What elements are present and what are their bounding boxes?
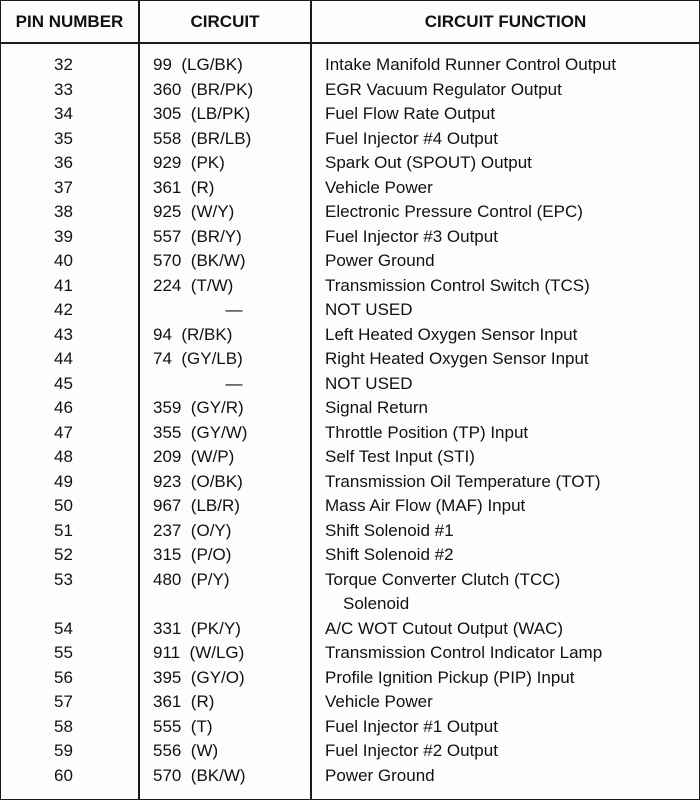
- circuit-function-text: Torque Converter Clutch (TCC): [325, 569, 561, 589]
- pin-number-cell: 57: [54, 692, 73, 711]
- circuit-function-cell: [325, 347, 695, 372]
- circuit-function-cell: [325, 249, 695, 274]
- circuit-function-cell: [325, 127, 695, 152]
- pin-number-cell: 52: [54, 545, 73, 564]
- circuit-cell: —: [225, 300, 243, 319]
- circuit-cell: 570 (BK/W): [153, 251, 246, 270]
- table-row: [1, 494, 699, 519]
- pin-number-cell: 53: [54, 569, 73, 589]
- circuit-cell: 237 (O/Y): [153, 520, 232, 540]
- table-row: [1, 200, 699, 225]
- table-row: [1, 519, 699, 544]
- circuit-cell: 361 (R): [153, 692, 215, 711]
- circuit-function-text: Transmission Control Indicator Lamp: [325, 643, 603, 662]
- pin-number-cell: 46: [54, 398, 73, 417]
- circuit-function-text: Shift Solenoid #1: [325, 520, 454, 540]
- circuit-function-continuation: Solenoid: [343, 594, 410, 613]
- circuit-cell: 99 (LG/BK): [153, 55, 243, 74]
- circuit-function-cell: [325, 78, 695, 103]
- circuit-function-text: Fuel Flow Rate Output: [325, 104, 496, 123]
- circuit-cell: 557 (BR/Y): [153, 226, 242, 246]
- pin-number-cell: 39: [54, 226, 73, 246]
- table-row: [1, 421, 699, 446]
- circuit-function-text: Spark Out (SPOUT) Output: [325, 153, 532, 172]
- circuit-function-text: A/C WOT Cutout Output (WAC): [325, 618, 564, 638]
- circuit-function-text: Intake Manifold Runner Control Output: [325, 55, 617, 74]
- table-row: [1, 739, 699, 764]
- table-row: [1, 396, 699, 421]
- circuit-cell: 929 (PK): [153, 153, 225, 172]
- table-row: [1, 445, 699, 470]
- table-row: [1, 298, 699, 323]
- pin-number-cell: 42: [54, 300, 73, 319]
- circuit-function-text: Left Heated Oxygen Sensor Input: [325, 324, 578, 344]
- circuit-function-cell: [325, 617, 695, 642]
- pin-number-cell: 34: [54, 104, 73, 123]
- table-row: [1, 690, 699, 715]
- circuit-function-text: Fuel Injector #4 Output: [325, 128, 498, 148]
- table-row: [1, 151, 699, 176]
- circuit-function-text: Transmission Oil Temperature (TOT): [325, 471, 601, 491]
- circuit-cell: 361 (R): [153, 177, 215, 197]
- table-row: [1, 641, 699, 666]
- circuit-function-text: Fuel Injector #2 Output: [325, 741, 498, 760]
- circuit-cell: 558 (BR/LB): [153, 128, 252, 148]
- table-row: [1, 225, 699, 250]
- circuit-cell: 94 (R/BK): [153, 324, 233, 344]
- header-circuit-function: CIRCUIT FUNCTION: [424, 12, 587, 31]
- circuit-cell: 359 (GY/R): [153, 398, 244, 417]
- circuit-function-cell: [325, 494, 695, 519]
- circuit-function-text: NOT USED: [325, 300, 413, 319]
- circuit-function-text: Shift Solenoid #2: [325, 545, 454, 564]
- table-row: [1, 274, 699, 299]
- circuit-cell: 395 (GY/O): [153, 667, 245, 687]
- pin-number-cell: 35: [54, 128, 73, 148]
- table-row: [1, 372, 699, 397]
- pin-number-cell: 56: [54, 667, 73, 687]
- table-row: [1, 347, 699, 372]
- pin-number-cell: 36: [54, 153, 73, 172]
- circuit-cell: 925 (W/Y): [153, 202, 235, 221]
- pin-number-cell: 54: [54, 618, 73, 638]
- circuit-function-text: Mass Air Flow (MAF) Input: [325, 496, 526, 515]
- pin-number-cell: 37: [54, 177, 73, 197]
- pin-number-cell: 40: [54, 251, 73, 270]
- circuit-function-text: Electronic Pressure Control (EPC): [325, 202, 583, 221]
- circuit-function-text: Vehicle Power: [325, 177, 433, 197]
- header-pin-number: PIN NUMBER: [15, 12, 124, 31]
- circuit-cell: 556 (W): [153, 741, 219, 760]
- pin-number-cell: 33: [54, 79, 73, 99]
- table-row: [1, 323, 699, 348]
- circuit-cell: 355 (GY/W): [153, 422, 248, 442]
- pin-number-cell: 38: [54, 202, 73, 221]
- circuit-function-cell: [325, 225, 695, 250]
- table-row: [1, 715, 699, 740]
- circuit-function-cell: [325, 53, 695, 78]
- table-row: [1, 764, 699, 789]
- table-row: [1, 617, 699, 642]
- circuit-cell: —: [225, 373, 243, 393]
- pin-number-cell: 45: [54, 373, 73, 393]
- circuit-function-text: Transmission Control Switch (TCS): [325, 275, 590, 295]
- circuit-cell: 315 (P/O): [153, 545, 232, 564]
- table-row: [1, 568, 699, 617]
- circuit-cell: 360 (BR/PK): [153, 79, 254, 99]
- circuit-cell: 967 (LB/R): [153, 496, 240, 515]
- circuit-function-cell: [325, 543, 695, 568]
- circuit-function-cell: [325, 715, 695, 740]
- table-row: [1, 102, 699, 127]
- circuit-function-cell: [325, 666, 695, 691]
- circuit-cell: 74 (GY/LB): [153, 349, 243, 368]
- circuit-function-text: Vehicle Power: [325, 692, 433, 711]
- circuit-function-cell: [325, 739, 695, 764]
- circuit-cell: 224 (T/W): [153, 275, 234, 295]
- table-row: [1, 127, 699, 152]
- circuit-cell: 911 (W/LG): [153, 643, 245, 662]
- pin-number-cell: 51: [54, 520, 73, 540]
- table-row: [1, 78, 699, 103]
- pin-number-cell: 44: [54, 349, 73, 368]
- pin-number-cell: 32: [54, 55, 73, 74]
- pin-number-cell: 60: [54, 765, 73, 785]
- pin-number-cell: 59: [54, 741, 73, 760]
- circuit-function-cell: [325, 200, 695, 225]
- circuit-function-text: Signal Return: [325, 398, 429, 417]
- pin-number-cell: 43: [54, 324, 73, 344]
- table-row: [1, 470, 699, 495]
- circuit-cell: 923 (O/BK): [153, 471, 243, 491]
- circuit-function-text: Fuel Injector #1 Output: [325, 716, 498, 736]
- circuit-function-cell: [325, 151, 695, 176]
- circuit-cell: 570 (BK/W): [153, 765, 246, 785]
- circuit-cell: 555 (T): [153, 716, 213, 736]
- circuit-function-cell: [325, 690, 695, 715]
- pin-number-cell: 55: [54, 643, 73, 662]
- pin-number-cell: 48: [54, 447, 73, 466]
- circuit-function-cell: [325, 519, 695, 544]
- circuit-function-text: Self Test Input (STI): [325, 447, 475, 466]
- table-body: [1, 53, 699, 788]
- circuit-function-text: Right Heated Oxygen Sensor Input: [325, 349, 589, 368]
- table-row: [1, 53, 699, 78]
- table-row: [1, 543, 699, 568]
- circuit-cell: 331 (PK/Y): [153, 618, 241, 638]
- circuit-function-cell: [325, 372, 695, 397]
- pin-number-cell: 47: [54, 422, 73, 442]
- circuit-function-cell: [325, 396, 695, 421]
- circuit-function-cell: [325, 421, 695, 446]
- table-row: [1, 249, 699, 274]
- circuit-function-text: Power Ground: [325, 765, 435, 785]
- pin-number-cell: 49: [54, 471, 73, 491]
- pin-number-cell: 58: [54, 716, 73, 736]
- table-row: [1, 176, 699, 201]
- circuit-function-text: Profile Ignition Pickup (PIP) Input: [325, 667, 575, 687]
- circuit-function-cell: [325, 323, 695, 348]
- circuit-cell: 305 (LB/PK): [153, 104, 251, 123]
- circuit-function-cell: [325, 568, 695, 617]
- circuit-function-cell: [325, 274, 695, 299]
- circuit-function-cell: [325, 102, 695, 127]
- circuit-function-cell: [325, 298, 695, 323]
- circuit-function-text: Fuel Injector #3 Output: [325, 226, 498, 246]
- header-circuit: CIRCUIT: [190, 12, 260, 31]
- circuit-function-cell: [325, 176, 695, 201]
- pin-number-cell: 50: [54, 496, 73, 515]
- circuit-function-text: NOT USED: [325, 373, 413, 393]
- circuit-function-cell: [325, 641, 695, 666]
- circuit-function-text: Power Ground: [325, 251, 435, 270]
- circuit-function-text: Throttle Position (TP) Input: [325, 422, 529, 442]
- table-header: [1, 1, 699, 44]
- circuit-function-cell: [325, 764, 695, 789]
- circuit-cell: 480 (P/Y): [153, 569, 230, 589]
- circuit-cell: 209 (W/P): [153, 447, 235, 466]
- circuit-function-cell: [325, 445, 695, 470]
- pin-number-cell: 41: [54, 275, 73, 295]
- circuit-function-cell: [325, 470, 695, 495]
- circuit-function-text: EGR Vacuum Regulator Output: [325, 79, 562, 99]
- table-row: [1, 666, 699, 691]
